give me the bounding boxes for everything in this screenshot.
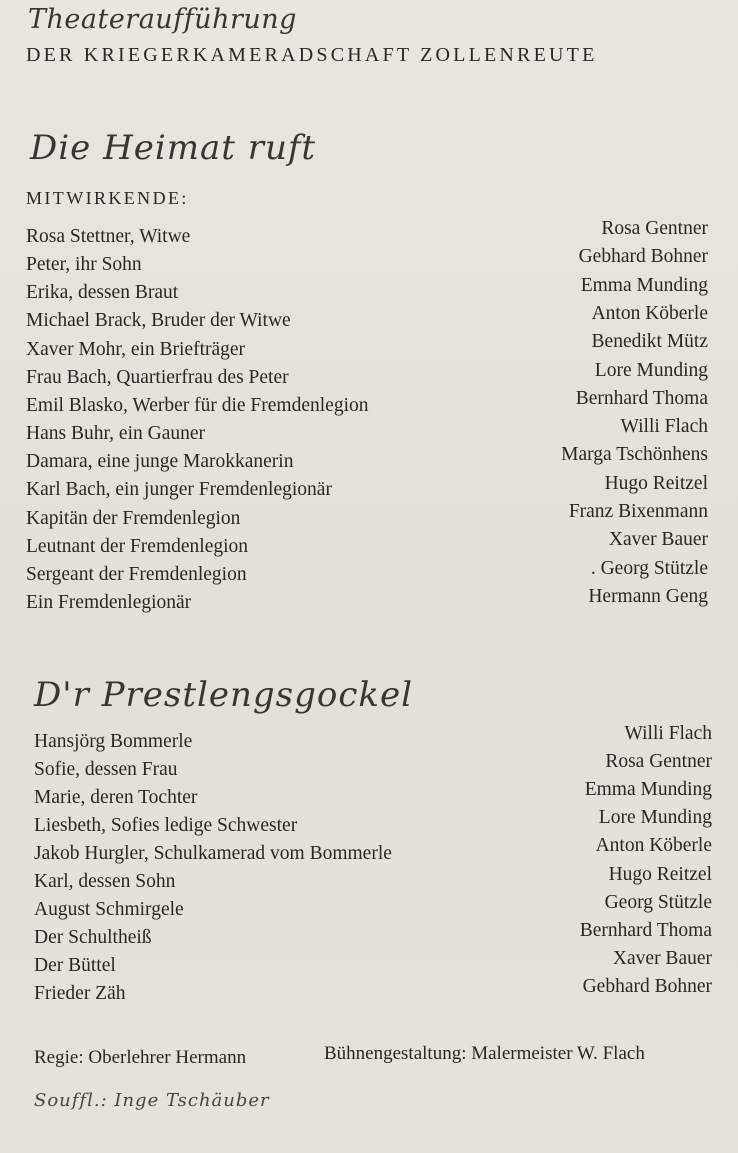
actor-name: Willi Flach xyxy=(620,416,708,438)
role-name: August Schmirgele xyxy=(34,898,184,920)
actor-name: Gebhard Bohner xyxy=(578,246,708,268)
actor-name: Rosa Gentner xyxy=(605,751,712,773)
role-name: Hansjörg Bommerle xyxy=(34,731,193,752)
role-name: Ein Fremdenlegionär xyxy=(26,591,192,613)
play2-title: D'r Prestlengsgockel xyxy=(34,675,414,715)
role-name: Liesbeth, Sofies ledige Schwester xyxy=(34,814,298,836)
role-name: Xaver Mohr, ein Briefträger xyxy=(26,338,246,360)
role-name: Der Büttel xyxy=(34,954,116,976)
cast-section-label: MITWIRKENDE: xyxy=(26,188,189,208)
handwritten-prompter-note: Souffl.: Inge Tschäuber xyxy=(34,1090,270,1111)
actor-name: Lore Munding xyxy=(598,807,712,829)
director-credit: Regie: Oberlehrer Hermann xyxy=(34,1047,247,1068)
actor-name: Xaver Bauer xyxy=(608,529,708,551)
role-name: Rosa Stettner, Witwe xyxy=(26,226,191,247)
role-name: Karl Bach, ein junger Fremdenlegionär xyxy=(26,479,332,501)
actor-name: . Georg Stützle xyxy=(590,557,708,579)
role-name: Michael Brack, Bruder der Witwe xyxy=(26,310,291,332)
actor-name: Hugo Reitzel xyxy=(608,863,712,885)
actor-name: Lore Munding xyxy=(594,359,708,381)
role-name: Erika, dessen Braut xyxy=(26,282,179,304)
role-name: Kapitän der Fremdenlegion xyxy=(26,507,241,529)
role-name: Karl, dessen Sohn xyxy=(34,870,176,892)
role-name: Marie, deren Tochter xyxy=(34,786,198,808)
actor-name: Emma Munding xyxy=(584,779,712,801)
role-name: Leutnant der Fremdenlegion xyxy=(26,535,249,557)
actor-name: Gebhard Bohner xyxy=(582,975,712,997)
actor-name: Emma Munding xyxy=(580,274,708,296)
actor-name: Willi Flach xyxy=(624,723,712,744)
actor-name: Bernhard Thoma xyxy=(579,919,712,941)
role-name: Der Schultheiß xyxy=(34,926,152,948)
stage-design-credit: Bühnengestaltung: Malermeister W. Flach xyxy=(324,1043,645,1064)
play1-title: Die Heimat ruft xyxy=(30,128,317,168)
role-name: Sofie, dessen Frau xyxy=(34,758,178,780)
actor-name: Rosa Gentner xyxy=(601,218,708,239)
role-name: Sergeant der Fremdenlegion xyxy=(26,563,247,585)
role-name: Peter, ihr Sohn xyxy=(26,254,142,276)
actor-name: Georg Stützle xyxy=(604,891,712,913)
actor-name: Anton Köberle xyxy=(591,302,708,324)
role-name: Hans Buhr, ein Gauner xyxy=(26,423,206,445)
actor-name: Franz Bixenmann xyxy=(568,501,708,522)
handwritten-title: Theateraufführung xyxy=(28,4,297,35)
actor-name: Marga Tschönhens xyxy=(561,444,708,466)
role-name: Frau Bach, Quartierfrau des Peter xyxy=(26,366,289,388)
role-name: Frieder Zäh xyxy=(34,982,126,1004)
actor-name: Benedikt Mütz xyxy=(591,331,708,353)
actor-name: Bernhard Thoma xyxy=(575,387,708,409)
actor-name: Anton Köberle xyxy=(595,835,712,857)
role-name: Damara, eine junge Marokkanerin xyxy=(26,451,294,473)
actor-name: Hermann Geng xyxy=(588,585,708,607)
actor-name: Xaver Bauer xyxy=(612,947,712,969)
cast-row xyxy=(0,585,738,618)
role-name: Emil Blasko, Werber für die Fremdenlegion xyxy=(26,394,369,416)
actor-name: Hugo Reitzel xyxy=(604,472,708,494)
organizer-heading: DER KRIEGERKAMERADSCHAFT ZOLLENREUTE xyxy=(26,44,598,66)
role-name: Jakob Hurgler, Schulkamerad vom Bommerle xyxy=(34,842,392,864)
cast-row xyxy=(0,975,738,1008)
